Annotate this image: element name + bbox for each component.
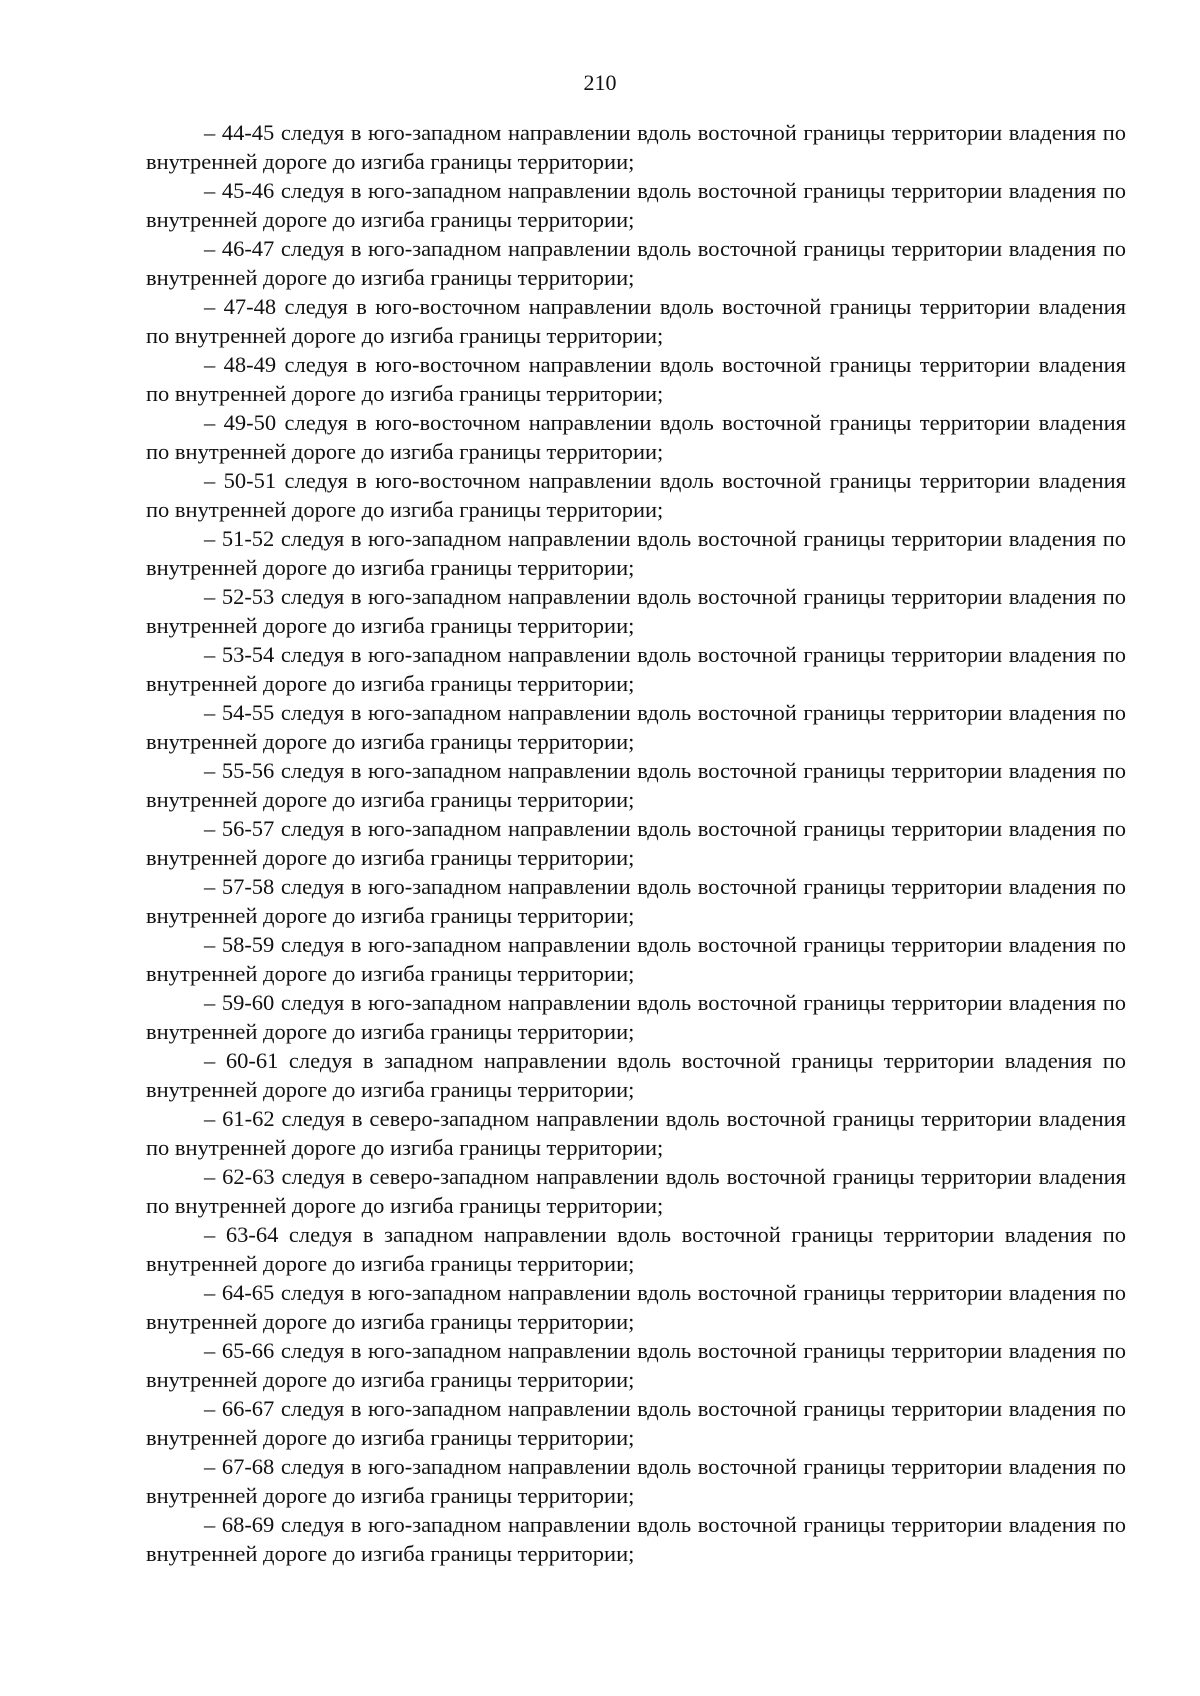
paragraph: – 51-52 следуя в юго-западном направлении вдоль восточной границы территории владения по внутренней дороге до изгиба границы территории; [146,526,1126,580]
paragraph: – 45-46 следуя в юго-западном направлении вдоль восточной границы территории владения по внутренней дороге до изгиба границы территории; [146,178,1126,232]
paragraph: – 59-60 следуя в юго-западном направлении вдоль восточной границы территории владения по внутренней дороге до изгиба границы территории; [146,990,1126,1044]
paragraph: – 65-66 следуя в юго-западном направлении вдоль восточной границы территории владения по внутренней дороге до изгиба границы территории; [146,1338,1126,1392]
paragraph: – 49-50 следуя в юго-восточном направлении вдоль восточной границы территории владения по внутренней дороге до изгиба границы территории; [146,410,1126,464]
boundary-description [146,118,1126,1568]
paragraph: – 48-49 следуя в юго-восточном направлении вдоль восточной границы территории владения по внутренней дороге до изгиба границы территории; [146,352,1126,406]
paragraph: – 46-47 следуя в юго-западном направлении вдоль восточной границы территории владения по внутренней дороге до изгиба границы территории; [146,236,1126,290]
paragraph: – 53-54 следуя в юго-западном направлении вдоль восточной границы территории владения по внутренней дороге до изгиба границы территории; [146,642,1126,696]
paragraph: – 61-62 следуя в северо-западном направлении вдоль восточной границы территории владения по внутренней дороге до изгиба границы территории; [146,1106,1126,1160]
paragraph: – 60-61 следуя в западном направлении вдоль восточной границы территории владения по внутренней дороге до изгиба границы территории; [146,1048,1126,1102]
page-number: 210 [583,70,617,95]
paragraph: – 44-45 следуя в юго-западном направлении вдоль восточной границы территории владения по внутренней дороге до изгиба границы территории; [146,120,1126,174]
paragraph: – 67-68 следуя в юго-западном направлении вдоль восточной границы территории владения по внутренней дороге до изгиба границы территории; [146,1454,1126,1508]
paragraph: – 55-56 следуя в юго-западном направлении вдоль восточной границы территории владения по внутренней дороге до изгиба границы территории; [146,758,1126,812]
paragraph: – 66-67 следуя в юго-западном направлении вдоль восточной границы территории владения по внутренней дороге до изгиба границы территории; [146,1396,1126,1450]
paragraph: – 50-51 следуя в юго-восточном направлении вдоль восточной границы территории владения по внутренней дороге до изгиба границы территории; [146,468,1126,522]
paragraph: – 52-53 следуя в юго-западном направлении вдоль восточной границы территории владения по внутренней дороге до изгиба границы территории; [146,584,1126,638]
paragraph: – 58-59 следуя в юго-западном направлении вдоль восточной границы территории владения по внутренней дороге до изгиба границы территории; [146,932,1126,986]
paragraph: – 64-65 следуя в юго-западном направлении вдоль восточной границы территории владения по внутренней дороге до изгиба границы территории; [146,1280,1126,1334]
paragraph: – 57-58 следуя в юго-западном направлении вдоль восточной границы территории владения по внутренней дороге до изгиба границы территории; [146,874,1126,928]
paragraph: – 68-69 следуя в юго-западном направлении вдоль восточной границы территории владения по внутренней дороге до изгиба границы территории; [146,1512,1126,1566]
paragraph: – 56-57 следуя в юго-западном направлении вдоль восточной границы территории владения по внутренней дороге до изгиба границы территории; [146,816,1126,870]
paragraph: – 63-64 следуя в западном направлении вдоль восточной границы территории владения по внутренней дороге до изгиба границы территории; [146,1222,1126,1276]
paragraph: – 47-48 следуя в юго-восточном направлении вдоль восточной границы территории владения по внутренней дороге до изгиба границы территории; [146,294,1126,348]
paragraph: – 62-63 следуя в северо-западном направлении вдоль восточной границы территории владения по внутренней дороге до изгиба границы территории; [146,1164,1126,1218]
paragraph: – 54-55 следуя в юго-западном направлении вдоль восточной границы территории владения по внутренней дороге до изгиба границы территории; [146,700,1126,754]
